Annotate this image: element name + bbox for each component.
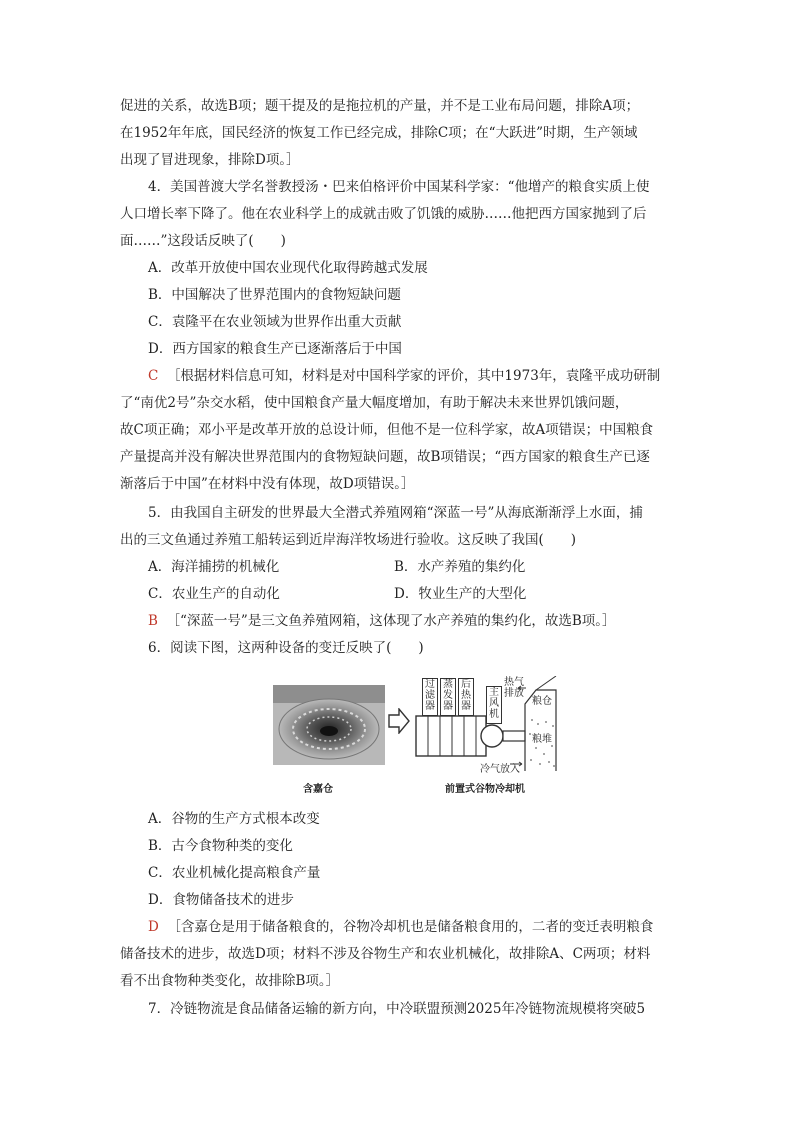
q6-option-d: D．食物储备技术的进步 (148, 892, 294, 908)
q5-option-a: A．海洋捕捞的机械化 (148, 559, 280, 575)
q5-stem-2: 出的三文鱼通过养殖工船转运到近岸海洋牧场进行验收。这反映了我国( ) (120, 532, 577, 548)
intro-line-3: 出现了冒进现象，排除D项。］ (120, 152, 300, 168)
q4-explanation-text-1: ［根据材料信息可知，材料是对中国科学家的评价，其中1973年，袁隆平成功研制 (166, 368, 661, 384)
right-arrow-icon (388, 708, 410, 738)
q4-stem-2: 人口增长率下降了。他在农业科学上的成就击败了饥饿的威胁……他把西方国家抛到了后 (120, 206, 647, 222)
granary-photo-illustration (273, 685, 385, 765)
q6-option-a: A．谷物的生产方式根本改变 (148, 811, 320, 827)
granary-label: 粮仓 (532, 696, 552, 707)
hot-air-exhaust-label: 热气排放 (504, 677, 524, 699)
q6-stem: 6．阅读下图，这两种设备的变迁反映了( ) (148, 640, 424, 656)
q4-option-d: D．西方国家的粮食生产已逐渐落后于中国 (148, 341, 402, 357)
q5-option-b: B．水产养殖的集约化 (394, 559, 526, 575)
grain-pile-label: 粮堆 (532, 734, 552, 745)
q5-explanation (148, 612, 616, 630)
q6-answer: D (148, 919, 159, 935)
q6-explanation-3: 看不出食物种类变化，故排除B项。］ (120, 973, 340, 989)
q4-explanation-5: 渐落后于中国”在材料中没有体现，故D项错误。］ (120, 476, 415, 492)
q5-answer: B (148, 613, 158, 629)
intro-line-2: 在1952年年底，国民经济的恢复工作已经完成，排除C项；在“大跃进”时期，生产领域 (120, 125, 638, 141)
q4-explanation-1 (148, 367, 660, 385)
q4-option-a: A．改革开放使中国农业现代化取得跨越式发展 (148, 260, 428, 276)
q4-option-c: C．袁隆平在农业领域为世界作出重大贡献 (148, 314, 402, 330)
granary-photo (273, 685, 385, 765)
left-figure-caption: 含嘉仓 (303, 784, 333, 795)
q7-stem-1: 7．冷链物流是食品储备运输的新方向，中冷联盟预测2025年冷链物流规模将突破5 (148, 1001, 646, 1017)
q5-explanation-text: ［“深蓝一号”是三文鱼养殖网箱，这体现了水产养殖的集约化，故选B项。］ (166, 613, 616, 629)
q4-answer: C (148, 368, 159, 384)
q6-option-c: C．农业机械化提高粮食产量 (148, 865, 321, 881)
q5-option-c: C．农业生产的自动化 (148, 586, 280, 602)
cold-air-inlet-label: 冷气放入 (480, 764, 520, 775)
q4-explanation-2: 了“南优2号”杂交水稻，使中国粮食产量大幅度增加，有助于解决未来世界饥饿问题， (120, 395, 629, 411)
q6-explanation-2: 储备技术的进步，故选D项；材料不涉及谷物生产和农业机械化，故排除A、C两项；材料 (120, 946, 651, 962)
q4-explanation-3: 故C项正确；邓小平是改革开放的总设计师，但他不是一位科学家，故A项错误；中国粮食 (120, 422, 654, 438)
right-figure-caption: 前置式谷物冷却机 (445, 784, 525, 795)
q4-stem-3: 面……”这段话反映了( ) (120, 233, 286, 249)
filter-box: 过滤器 (422, 678, 438, 716)
main-fan-box: 主风机 (486, 686, 502, 724)
q6-option-b: B．古今食物种类的变化 (148, 838, 293, 854)
evaporator-box: 蒸发器 (440, 678, 456, 716)
q5-option-d: D．牧业生产的大型化 (394, 586, 527, 602)
q5-stem-1: 5．由我国自主研发的世界最大全潜式养殖网箱“深蓝一号”从海底渐渐浮上水面，捕 (148, 505, 643, 521)
cooling-machine-diagram (414, 676, 560, 776)
q6-explanation-text-1: ［含嘉仓是用于储备粮食的，谷物冷却机也是储备粮食用的，二者的变迁表明粮食 (167, 919, 654, 935)
q6-explanation-1 (148, 918, 653, 936)
intro-line-1: 促进的关系，故选B项；题干提及的是拖拉机的产量，并不是工业布局问题，排除A项； (120, 98, 640, 114)
q4-option-b: B．中国解决了世界范围内的食物短缺问题 (148, 287, 401, 303)
reheater-box: 后热器 (458, 678, 474, 716)
q4-explanation-4: 产量提高并没有解决世界范围内的食物短缺问题，故B项错误；“西方国家的粮食生产已逐 (120, 449, 650, 465)
q4-stem-1: 4．美国普渡大学名誉教授汤・巴来伯格评价中国某科学家：“他增产的粮食实质上使 (148, 179, 650, 195)
